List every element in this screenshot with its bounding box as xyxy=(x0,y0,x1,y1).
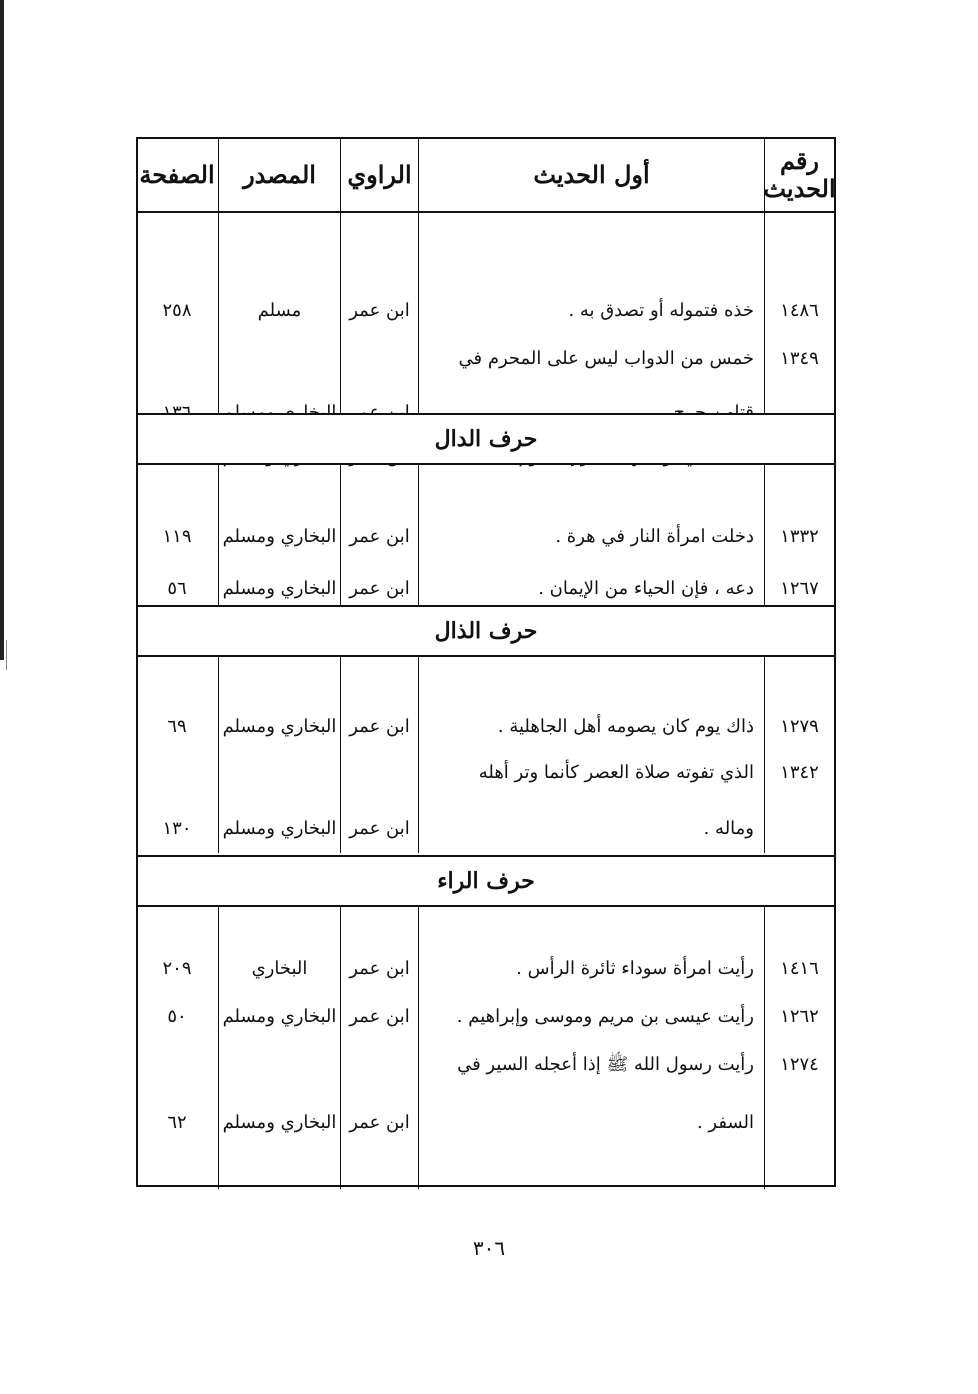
hadith-text: ذاك يوم كان يصومه أهل الجاهلية . xyxy=(497,716,754,737)
section-block xyxy=(138,657,834,853)
source: البخاري ومسلم xyxy=(222,1006,337,1027)
source: البخاري ومسلم xyxy=(222,1112,337,1133)
hadith-text: دعه ، فإن الحياء من الإيمان . xyxy=(538,578,754,599)
narrator: ابن عمر xyxy=(349,1112,410,1133)
page-ref: ٥٠ xyxy=(167,1006,187,1027)
hadith-number: ١٤٨٦ xyxy=(780,300,819,321)
source: مسلم xyxy=(257,300,302,321)
hadith-text: خمس من الدواب ليس على المحرم في xyxy=(458,348,754,369)
page-ref: ٦٢ xyxy=(167,1112,187,1133)
page-ref: ٢٠٩ xyxy=(162,958,192,979)
narrator: ابن عمر xyxy=(349,958,410,979)
page-ref: ٥٦ xyxy=(167,578,187,599)
page-ref: ٦٩ xyxy=(167,716,187,737)
hadith-number: ١٣٤٢ xyxy=(780,762,819,783)
page-ref: ٢٥٨ xyxy=(162,300,192,321)
hadith-number: ١٤١٦ xyxy=(780,958,819,979)
source: البخاري ومسلم xyxy=(222,716,337,737)
narrator: ابن عمر xyxy=(349,1006,410,1027)
table-header xyxy=(138,139,834,213)
hadith-number: ١٢٦٢ xyxy=(780,1006,819,1027)
hadith-text: وماله . xyxy=(703,818,754,839)
hadith-text: خذه فتموله أو تصدق به . xyxy=(568,300,754,321)
scan-edge-mark xyxy=(6,640,7,670)
narrator: ابن عمر xyxy=(349,578,410,599)
hadith-number: ١٢٦٧ xyxy=(780,578,819,599)
page-ref: ١٣٠ xyxy=(162,818,192,839)
section-block xyxy=(138,907,834,1189)
header-source: المصدر xyxy=(218,139,340,211)
source: البخاري ومسلم xyxy=(222,818,337,839)
header-number: رقم الحديث xyxy=(764,139,834,211)
hadith-text: رأيت رسول الله ﷺ إذا أعجله السير في xyxy=(457,1054,754,1075)
section-block xyxy=(138,465,834,605)
source: البخاري xyxy=(251,958,308,979)
header-page: الصفحة xyxy=(139,160,215,189)
hadith-index-table xyxy=(136,137,836,1187)
narrator: ابن عمر xyxy=(349,526,410,547)
narrator: ابن عمر xyxy=(349,716,410,737)
hadith-number: ١٣٤٩ xyxy=(780,348,819,369)
scan-edge xyxy=(0,0,4,660)
section-heading: حرف الذال xyxy=(138,605,834,657)
hadith-text: رأيت امرأة سوداء ثائرة الرأس . xyxy=(516,958,754,979)
narrator: ابن عمر xyxy=(349,818,410,839)
hadith-text: الذي تفوته صلاة العصر كأنما وتر أهله xyxy=(478,762,754,783)
header-text: أول الحديث xyxy=(418,139,764,211)
hadith-text: دخلت امرأة النار في هرة . xyxy=(555,526,754,547)
hadith-text: رأيت عيسى بن مريم وموسى وإبراهيم . xyxy=(456,1006,754,1027)
source: البخاري ومسلم xyxy=(222,526,337,547)
section-heading: حرف الدال xyxy=(138,413,834,465)
hadith-text: السفر . xyxy=(696,1112,754,1133)
hadith-number: ١٢٧٩ xyxy=(780,716,819,737)
source: البخاري ومسلم xyxy=(222,578,337,599)
section-heading: حرف الراء xyxy=(138,855,834,907)
header-narrator: الراوي xyxy=(340,139,418,211)
hadith-number: ١٢٧٤ xyxy=(780,1054,819,1075)
page-ref: ١١٩ xyxy=(162,526,192,547)
narrator: ابن عمر xyxy=(349,300,410,321)
page-number: ٣٠٦ xyxy=(472,1236,506,1260)
section-block xyxy=(138,213,834,413)
hadith-number: ١٣٣٢ xyxy=(780,526,819,547)
